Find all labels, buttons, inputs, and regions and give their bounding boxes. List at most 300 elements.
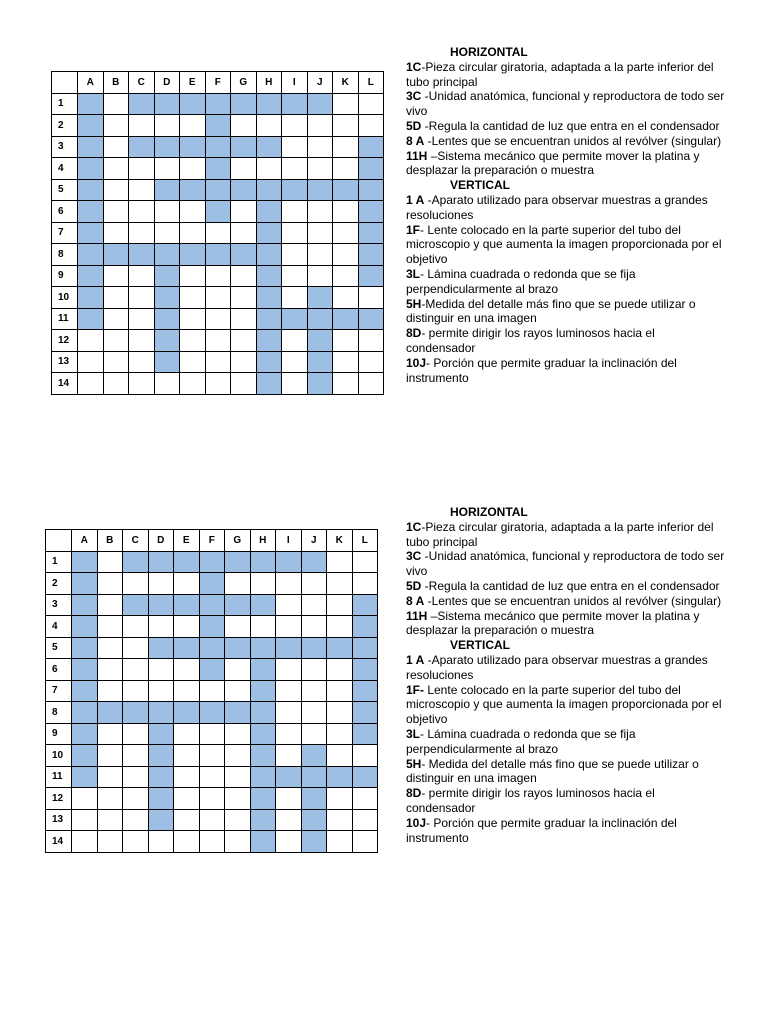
empty-cell[interactable] — [301, 659, 327, 681]
answer-cell[interactable] — [256, 244, 282, 266]
empty-cell[interactable] — [103, 222, 129, 244]
answer-cell[interactable] — [72, 723, 98, 745]
empty-cell[interactable] — [358, 351, 384, 373]
empty-cell[interactable] — [78, 373, 104, 395]
answer-cell[interactable] — [148, 594, 174, 616]
empty-cell[interactable] — [282, 158, 308, 180]
empty-cell[interactable] — [231, 351, 257, 373]
answer-cell[interactable] — [250, 745, 276, 767]
answer-cell[interactable] — [97, 702, 123, 724]
empty-cell[interactable] — [231, 158, 257, 180]
empty-cell[interactable] — [97, 680, 123, 702]
empty-cell[interactable] — [97, 766, 123, 788]
empty-cell[interactable] — [148, 573, 174, 595]
empty-cell[interactable] — [174, 788, 200, 810]
answer-cell[interactable] — [301, 831, 327, 853]
empty-cell[interactable] — [327, 788, 353, 810]
empty-cell[interactable] — [174, 659, 200, 681]
empty-cell[interactable] — [225, 831, 251, 853]
answer-cell[interactable] — [199, 702, 225, 724]
empty-cell[interactable] — [129, 201, 155, 223]
empty-cell[interactable] — [358, 373, 384, 395]
empty-cell[interactable] — [129, 308, 155, 330]
empty-cell[interactable] — [276, 831, 302, 853]
empty-cell[interactable] — [174, 809, 200, 831]
answer-cell[interactable] — [307, 351, 333, 373]
empty-cell[interactable] — [154, 373, 180, 395]
empty-cell[interactable] — [276, 573, 302, 595]
answer-cell[interactable] — [256, 201, 282, 223]
answer-cell[interactable] — [72, 659, 98, 681]
empty-cell[interactable] — [327, 745, 353, 767]
empty-cell[interactable] — [307, 201, 333, 223]
answer-cell[interactable] — [180, 244, 206, 266]
answer-cell[interactable] — [231, 93, 257, 115]
answer-cell[interactable] — [358, 222, 384, 244]
empty-cell[interactable] — [358, 330, 384, 352]
empty-cell[interactable] — [327, 616, 353, 638]
empty-cell[interactable] — [282, 265, 308, 287]
empty-cell[interactable] — [282, 244, 308, 266]
empty-cell[interactable] — [225, 809, 251, 831]
empty-cell[interactable] — [129, 330, 155, 352]
empty-cell[interactable] — [225, 766, 251, 788]
empty-cell[interactable] — [148, 616, 174, 638]
empty-cell[interactable] — [97, 573, 123, 595]
empty-cell[interactable] — [225, 788, 251, 810]
empty-cell[interactable] — [180, 330, 206, 352]
answer-cell[interactable] — [154, 351, 180, 373]
empty-cell[interactable] — [103, 373, 129, 395]
empty-cell[interactable] — [282, 373, 308, 395]
empty-cell[interactable] — [97, 659, 123, 681]
answer-cell[interactable] — [256, 93, 282, 115]
empty-cell[interactable] — [327, 551, 353, 573]
answer-cell[interactable] — [358, 201, 384, 223]
empty-cell[interactable] — [352, 551, 378, 573]
empty-cell[interactable] — [276, 788, 302, 810]
answer-cell[interactable] — [250, 766, 276, 788]
empty-cell[interactable] — [333, 373, 359, 395]
empty-cell[interactable] — [180, 287, 206, 309]
answer-cell[interactable] — [352, 616, 378, 638]
empty-cell[interactable] — [205, 265, 231, 287]
empty-cell[interactable] — [301, 594, 327, 616]
empty-cell[interactable] — [256, 115, 282, 137]
empty-cell[interactable] — [301, 723, 327, 745]
empty-cell[interactable] — [333, 244, 359, 266]
empty-cell[interactable] — [199, 788, 225, 810]
empty-cell[interactable] — [276, 616, 302, 638]
answer-cell[interactable] — [250, 680, 276, 702]
empty-cell[interactable] — [231, 373, 257, 395]
empty-cell[interactable] — [123, 745, 149, 767]
empty-cell[interactable] — [231, 201, 257, 223]
empty-cell[interactable] — [103, 158, 129, 180]
answer-cell[interactable] — [301, 766, 327, 788]
empty-cell[interactable] — [123, 788, 149, 810]
empty-cell[interactable] — [282, 351, 308, 373]
empty-cell[interactable] — [301, 680, 327, 702]
answer-cell[interactable] — [250, 551, 276, 573]
empty-cell[interactable] — [225, 573, 251, 595]
empty-cell[interactable] — [358, 93, 384, 115]
answer-cell[interactable] — [256, 222, 282, 244]
empty-cell[interactable] — [103, 330, 129, 352]
answer-cell[interactable] — [78, 287, 104, 309]
answer-cell[interactable] — [78, 115, 104, 137]
empty-cell[interactable] — [154, 158, 180, 180]
empty-cell[interactable] — [174, 616, 200, 638]
answer-cell[interactable] — [307, 287, 333, 309]
empty-cell[interactable] — [97, 745, 123, 767]
empty-cell[interactable] — [123, 573, 149, 595]
empty-cell[interactable] — [148, 659, 174, 681]
empty-cell[interactable] — [282, 136, 308, 158]
answer-cell[interactable] — [180, 93, 206, 115]
empty-cell[interactable] — [352, 809, 378, 831]
empty-cell[interactable] — [199, 831, 225, 853]
answer-cell[interactable] — [276, 637, 302, 659]
answer-cell[interactable] — [205, 201, 231, 223]
answer-cell[interactable] — [250, 831, 276, 853]
answer-cell[interactable] — [307, 179, 333, 201]
empty-cell[interactable] — [333, 222, 359, 244]
empty-cell[interactable] — [276, 594, 302, 616]
empty-cell[interactable] — [97, 809, 123, 831]
answer-cell[interactable] — [123, 551, 149, 573]
answer-cell[interactable] — [199, 616, 225, 638]
answer-cell[interactable] — [250, 594, 276, 616]
answer-cell[interactable] — [225, 637, 251, 659]
answer-cell[interactable] — [148, 809, 174, 831]
answer-cell[interactable] — [129, 244, 155, 266]
empty-cell[interactable] — [97, 616, 123, 638]
empty-cell[interactable] — [97, 788, 123, 810]
answer-cell[interactable] — [225, 702, 251, 724]
empty-cell[interactable] — [174, 766, 200, 788]
empty-cell[interactable] — [129, 373, 155, 395]
answer-cell[interactable] — [256, 351, 282, 373]
answer-cell[interactable] — [352, 680, 378, 702]
answer-cell[interactable] — [358, 265, 384, 287]
answer-cell[interactable] — [148, 551, 174, 573]
empty-cell[interactable] — [103, 136, 129, 158]
answer-cell[interactable] — [78, 158, 104, 180]
empty-cell[interactable] — [103, 265, 129, 287]
empty-cell[interactable] — [129, 287, 155, 309]
empty-cell[interactable] — [301, 616, 327, 638]
empty-cell[interactable] — [333, 287, 359, 309]
empty-cell[interactable] — [97, 594, 123, 616]
answer-cell[interactable] — [256, 308, 282, 330]
empty-cell[interactable] — [129, 115, 155, 137]
empty-cell[interactable] — [352, 573, 378, 595]
answer-cell[interactable] — [256, 136, 282, 158]
empty-cell[interactable] — [333, 351, 359, 373]
answer-cell[interactable] — [148, 745, 174, 767]
empty-cell[interactable] — [129, 222, 155, 244]
answer-cell[interactable] — [174, 594, 200, 616]
empty-cell[interactable] — [231, 222, 257, 244]
answer-cell[interactable] — [307, 93, 333, 115]
empty-cell[interactable] — [199, 809, 225, 831]
empty-cell[interactable] — [307, 265, 333, 287]
answer-cell[interactable] — [72, 573, 98, 595]
answer-cell[interactable] — [174, 551, 200, 573]
answer-cell[interactable] — [282, 93, 308, 115]
empty-cell[interactable] — [282, 201, 308, 223]
answer-cell[interactable] — [78, 179, 104, 201]
empty-cell[interactable] — [282, 115, 308, 137]
empty-cell[interactable] — [199, 680, 225, 702]
answer-cell[interactable] — [352, 723, 378, 745]
answer-cell[interactable] — [250, 702, 276, 724]
empty-cell[interactable] — [250, 616, 276, 638]
empty-cell[interactable] — [174, 745, 200, 767]
answer-cell[interactable] — [301, 551, 327, 573]
empty-cell[interactable] — [205, 373, 231, 395]
empty-cell[interactable] — [333, 93, 359, 115]
answer-cell[interactable] — [256, 373, 282, 395]
answer-cell[interactable] — [301, 637, 327, 659]
empty-cell[interactable] — [327, 659, 353, 681]
empty-cell[interactable] — [225, 680, 251, 702]
empty-cell[interactable] — [199, 745, 225, 767]
answer-cell[interactable] — [333, 179, 359, 201]
answer-cell[interactable] — [174, 702, 200, 724]
answer-cell[interactable] — [352, 637, 378, 659]
empty-cell[interactable] — [256, 158, 282, 180]
answer-cell[interactable] — [154, 93, 180, 115]
empty-cell[interactable] — [123, 616, 149, 638]
empty-cell[interactable] — [307, 115, 333, 137]
answer-cell[interactable] — [352, 766, 378, 788]
answer-cell[interactable] — [154, 265, 180, 287]
answer-cell[interactable] — [154, 179, 180, 201]
empty-cell[interactable] — [301, 702, 327, 724]
empty-cell[interactable] — [333, 158, 359, 180]
empty-cell[interactable] — [352, 745, 378, 767]
empty-cell[interactable] — [97, 831, 123, 853]
empty-cell[interactable] — [129, 158, 155, 180]
empty-cell[interactable] — [174, 680, 200, 702]
empty-cell[interactable] — [307, 244, 333, 266]
empty-cell[interactable] — [333, 201, 359, 223]
answer-cell[interactable] — [205, 93, 231, 115]
empty-cell[interactable] — [231, 330, 257, 352]
answer-cell[interactable] — [72, 745, 98, 767]
answer-cell[interactable] — [78, 201, 104, 223]
answer-cell[interactable] — [72, 680, 98, 702]
answer-cell[interactable] — [256, 265, 282, 287]
empty-cell[interactable] — [327, 809, 353, 831]
empty-cell[interactable] — [154, 201, 180, 223]
empty-cell[interactable] — [123, 680, 149, 702]
answer-cell[interactable] — [199, 659, 225, 681]
answer-cell[interactable] — [148, 723, 174, 745]
answer-cell[interactable] — [129, 93, 155, 115]
answer-cell[interactable] — [282, 179, 308, 201]
answer-cell[interactable] — [154, 308, 180, 330]
empty-cell[interactable] — [148, 680, 174, 702]
answer-cell[interactable] — [72, 766, 98, 788]
empty-cell[interactable] — [199, 766, 225, 788]
answer-cell[interactable] — [256, 287, 282, 309]
answer-cell[interactable] — [154, 244, 180, 266]
empty-cell[interactable] — [123, 831, 149, 853]
answer-cell[interactable] — [180, 136, 206, 158]
answer-cell[interactable] — [225, 551, 251, 573]
empty-cell[interactable] — [148, 831, 174, 853]
answer-cell[interactable] — [250, 788, 276, 810]
empty-cell[interactable] — [97, 723, 123, 745]
empty-cell[interactable] — [180, 351, 206, 373]
answer-cell[interactable] — [250, 723, 276, 745]
answer-cell[interactable] — [78, 244, 104, 266]
empty-cell[interactable] — [225, 616, 251, 638]
empty-cell[interactable] — [97, 637, 123, 659]
empty-cell[interactable] — [78, 330, 104, 352]
empty-cell[interactable] — [225, 745, 251, 767]
answer-cell[interactable] — [301, 809, 327, 831]
answer-cell[interactable] — [123, 594, 149, 616]
answer-cell[interactable] — [358, 244, 384, 266]
answer-cell[interactable] — [231, 179, 257, 201]
answer-cell[interactable] — [358, 308, 384, 330]
answer-cell[interactable] — [231, 136, 257, 158]
empty-cell[interactable] — [282, 287, 308, 309]
answer-cell[interactable] — [72, 637, 98, 659]
empty-cell[interactable] — [103, 115, 129, 137]
answer-cell[interactable] — [72, 616, 98, 638]
empty-cell[interactable] — [225, 723, 251, 745]
empty-cell[interactable] — [103, 351, 129, 373]
empty-cell[interactable] — [327, 594, 353, 616]
empty-cell[interactable] — [307, 222, 333, 244]
empty-cell[interactable] — [129, 265, 155, 287]
answer-cell[interactable] — [276, 766, 302, 788]
answer-cell[interactable] — [250, 637, 276, 659]
answer-cell[interactable] — [250, 659, 276, 681]
empty-cell[interactable] — [307, 158, 333, 180]
answer-cell[interactable] — [174, 637, 200, 659]
empty-cell[interactable] — [250, 573, 276, 595]
empty-cell[interactable] — [231, 287, 257, 309]
empty-cell[interactable] — [123, 723, 149, 745]
empty-cell[interactable] — [231, 265, 257, 287]
empty-cell[interactable] — [205, 222, 231, 244]
empty-cell[interactable] — [333, 330, 359, 352]
empty-cell[interactable] — [327, 831, 353, 853]
answer-cell[interactable] — [205, 158, 231, 180]
answer-cell[interactable] — [231, 244, 257, 266]
answer-cell[interactable] — [276, 551, 302, 573]
answer-cell[interactable] — [199, 573, 225, 595]
empty-cell[interactable] — [205, 308, 231, 330]
answer-cell[interactable] — [307, 308, 333, 330]
answer-cell[interactable] — [333, 308, 359, 330]
answer-cell[interactable] — [123, 702, 149, 724]
empty-cell[interactable] — [333, 136, 359, 158]
answer-cell[interactable] — [129, 136, 155, 158]
empty-cell[interactable] — [129, 179, 155, 201]
empty-cell[interactable] — [103, 93, 129, 115]
answer-cell[interactable] — [307, 330, 333, 352]
answer-cell[interactable] — [256, 179, 282, 201]
empty-cell[interactable] — [78, 351, 104, 373]
empty-cell[interactable] — [358, 115, 384, 137]
empty-cell[interactable] — [276, 702, 302, 724]
empty-cell[interactable] — [72, 831, 98, 853]
empty-cell[interactable] — [352, 831, 378, 853]
answer-cell[interactable] — [103, 244, 129, 266]
answer-cell[interactable] — [72, 702, 98, 724]
empty-cell[interactable] — [123, 766, 149, 788]
empty-cell[interactable] — [180, 201, 206, 223]
empty-cell[interactable] — [180, 373, 206, 395]
answer-cell[interactable] — [78, 265, 104, 287]
empty-cell[interactable] — [282, 222, 308, 244]
answer-cell[interactable] — [352, 659, 378, 681]
answer-cell[interactable] — [205, 115, 231, 137]
empty-cell[interactable] — [225, 659, 251, 681]
empty-cell[interactable] — [103, 308, 129, 330]
answer-cell[interactable] — [256, 330, 282, 352]
empty-cell[interactable] — [301, 573, 327, 595]
answer-cell[interactable] — [78, 136, 104, 158]
answer-cell[interactable] — [225, 594, 251, 616]
answer-cell[interactable] — [78, 93, 104, 115]
answer-cell[interactable] — [358, 136, 384, 158]
answer-cell[interactable] — [301, 788, 327, 810]
empty-cell[interactable] — [276, 680, 302, 702]
answer-cell[interactable] — [358, 158, 384, 180]
answer-cell[interactable] — [199, 637, 225, 659]
answer-cell[interactable] — [148, 788, 174, 810]
empty-cell[interactable] — [174, 831, 200, 853]
empty-cell[interactable] — [352, 788, 378, 810]
empty-cell[interactable] — [154, 115, 180, 137]
answer-cell[interactable] — [250, 809, 276, 831]
empty-cell[interactable] — [180, 222, 206, 244]
answer-cell[interactable] — [154, 330, 180, 352]
empty-cell[interactable] — [72, 788, 98, 810]
empty-cell[interactable] — [276, 659, 302, 681]
answer-cell[interactable] — [78, 222, 104, 244]
answer-cell[interactable] — [72, 551, 98, 573]
empty-cell[interactable] — [174, 573, 200, 595]
empty-cell[interactable] — [123, 809, 149, 831]
answer-cell[interactable] — [352, 594, 378, 616]
empty-cell[interactable] — [180, 158, 206, 180]
empty-cell[interactable] — [276, 723, 302, 745]
empty-cell[interactable] — [231, 308, 257, 330]
empty-cell[interactable] — [180, 265, 206, 287]
empty-cell[interactable] — [327, 723, 353, 745]
empty-cell[interactable] — [103, 201, 129, 223]
empty-cell[interactable] — [97, 551, 123, 573]
empty-cell[interactable] — [231, 115, 257, 137]
answer-cell[interactable] — [148, 702, 174, 724]
answer-cell[interactable] — [301, 745, 327, 767]
empty-cell[interactable] — [282, 330, 308, 352]
answer-cell[interactable] — [180, 179, 206, 201]
answer-cell[interactable] — [199, 551, 225, 573]
empty-cell[interactable] — [327, 573, 353, 595]
empty-cell[interactable] — [103, 179, 129, 201]
empty-cell[interactable] — [307, 136, 333, 158]
